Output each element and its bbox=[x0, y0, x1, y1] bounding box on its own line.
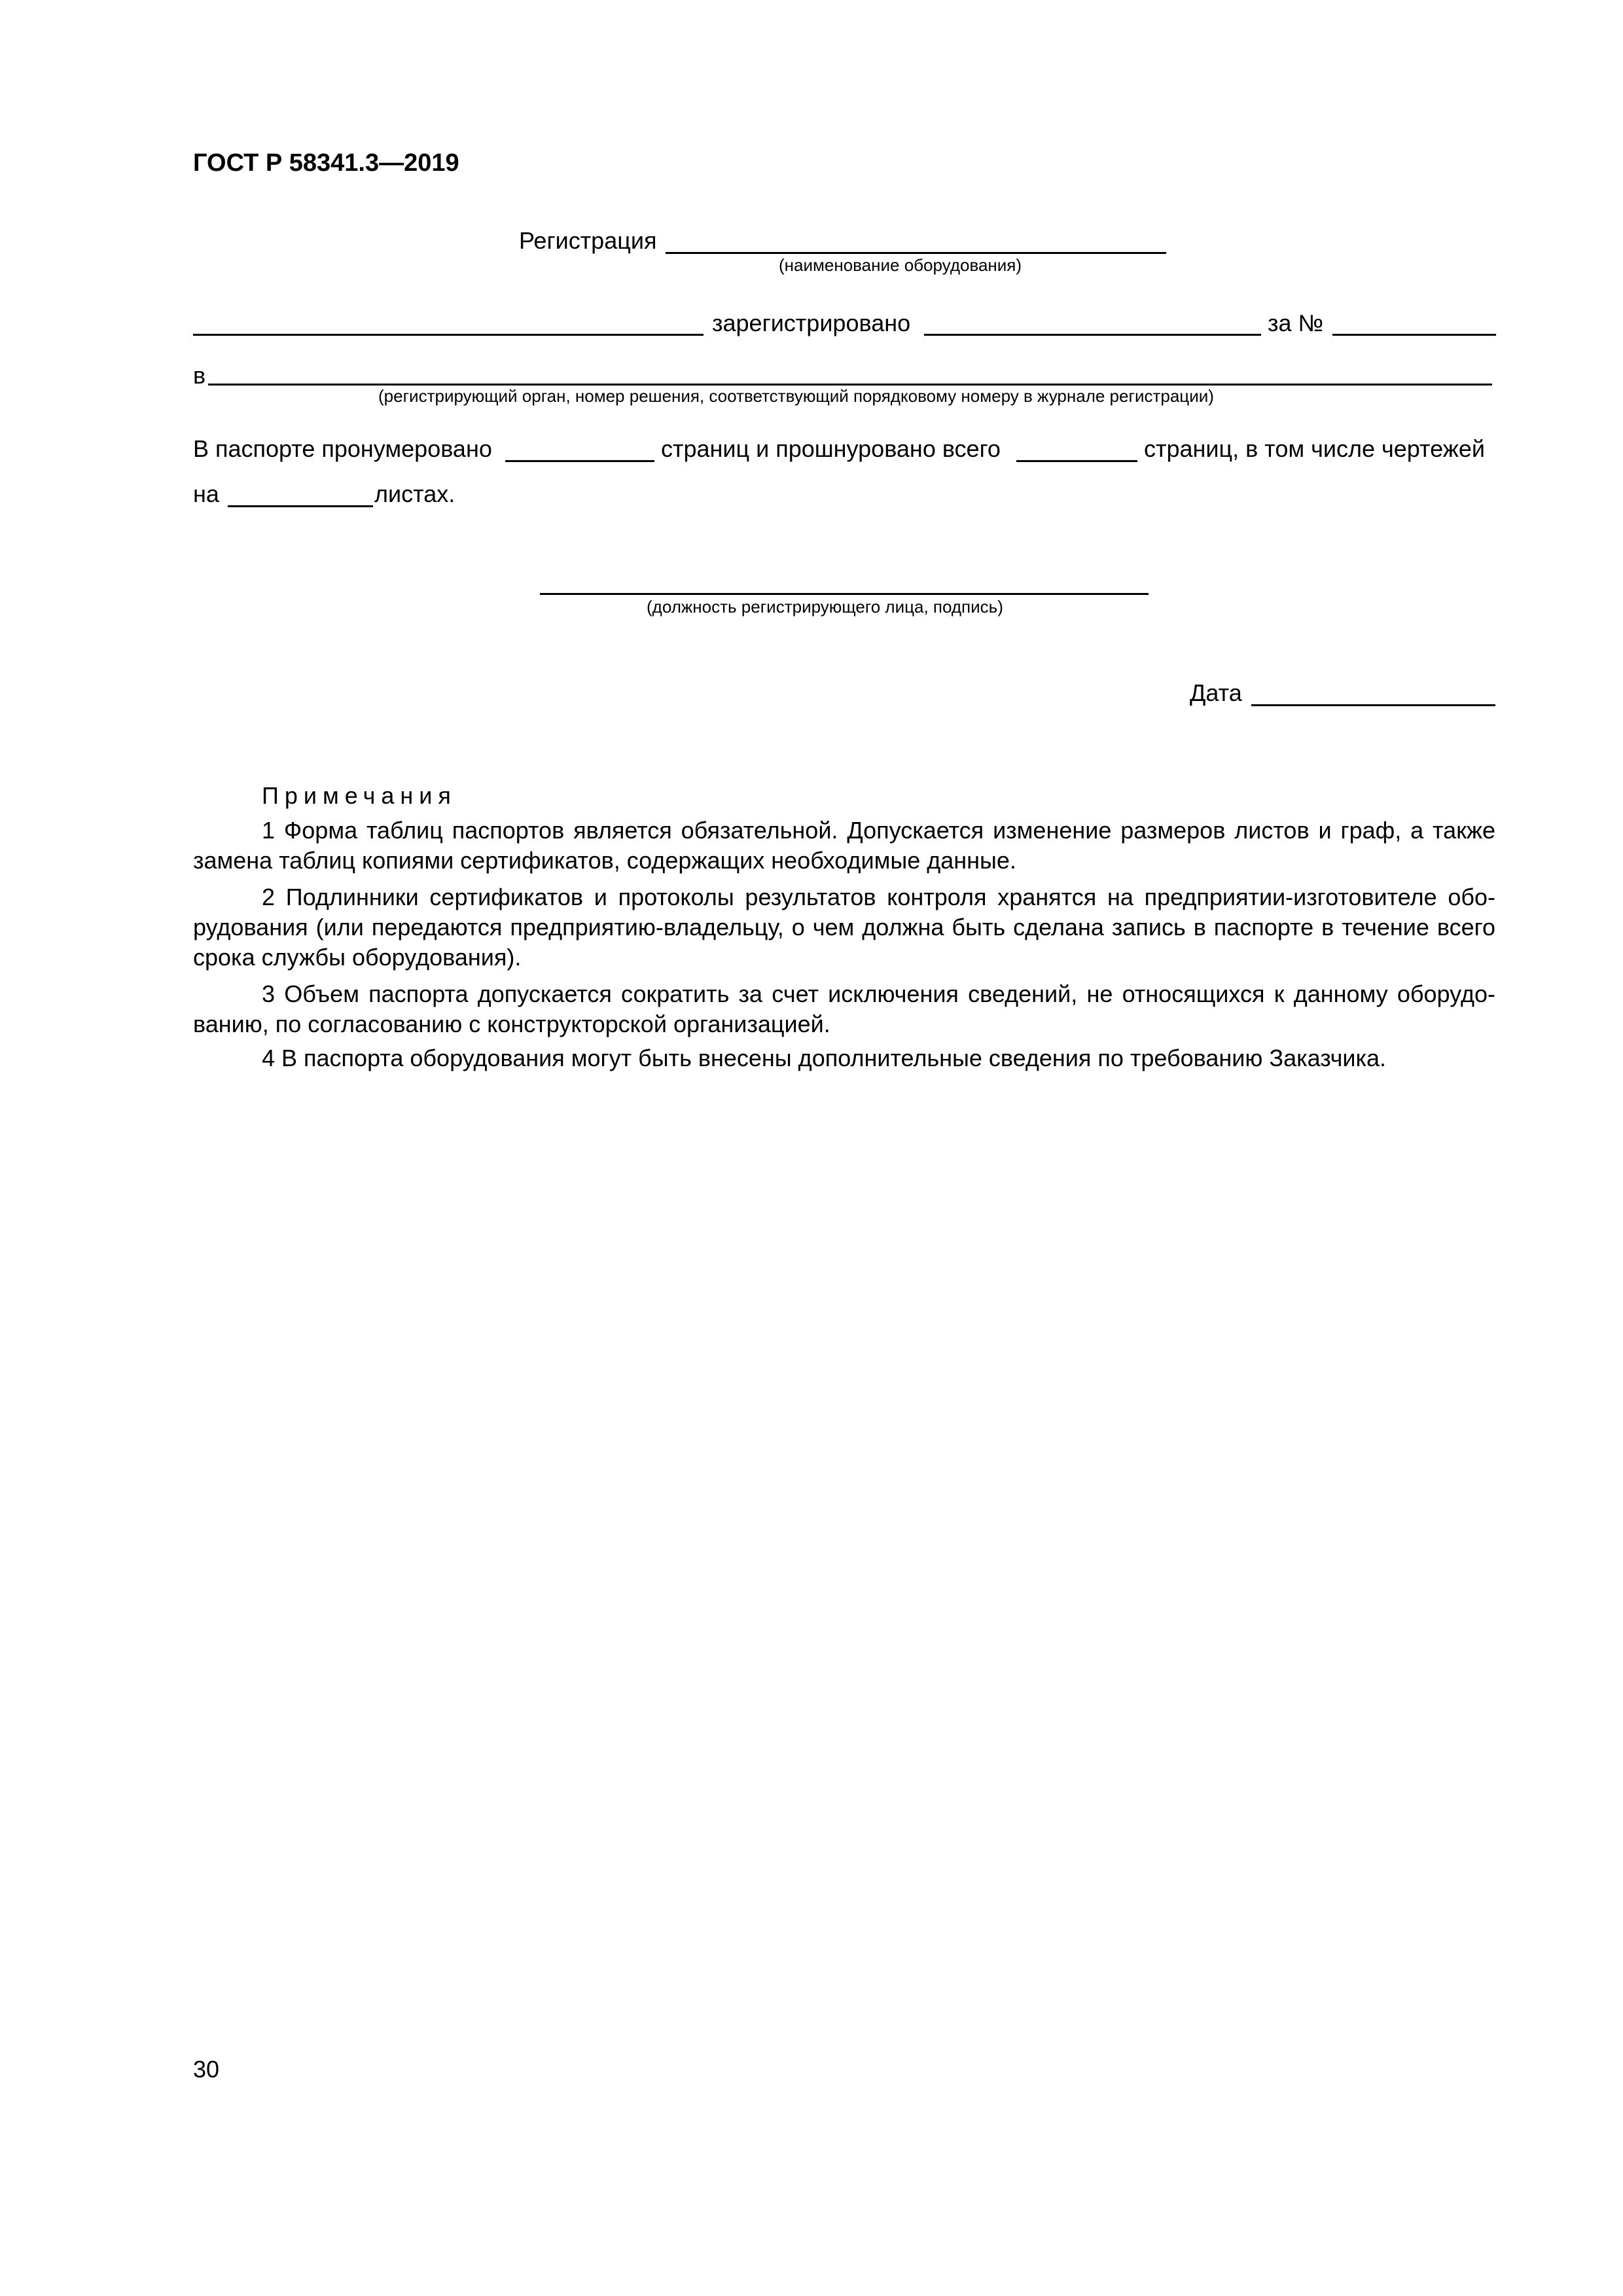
sheets-label: листах. bbox=[374, 480, 455, 507]
page-number: 30 bbox=[193, 2056, 220, 2083]
signature-field[interactable] bbox=[540, 593, 1149, 595]
laced-pages-field[interactable] bbox=[1016, 460, 1137, 462]
pages-including-label: страниц, в том числе чертежей bbox=[1144, 435, 1485, 462]
doc-code: ГОСТ Р 58341.3—2019 bbox=[193, 149, 459, 177]
registrant-field[interactable] bbox=[193, 334, 704, 336]
note-item: 2 Подлинники сертификатов и протоколы результатов контроля хранятся на предприятии-изготовителе обо-рудования (или передаются предприятию-владельцу, о чем должна быть сделана запись в паспорте в течение всего срока службы оборудования). bbox=[193, 884, 1495, 971]
passport-numbered-label: В паспорте пронумеровано bbox=[193, 435, 492, 462]
authority-field[interactable] bbox=[208, 384, 1492, 386]
registration-date-field[interactable] bbox=[924, 334, 1261, 336]
pages-laced-label: страниц и прошнуровано всего bbox=[661, 435, 1001, 462]
number-label: за № bbox=[1268, 310, 1324, 336]
registered-label: зарегистрировано bbox=[712, 310, 911, 336]
drawing-sheets-field[interactable] bbox=[228, 505, 373, 507]
note-item: 4 В паспорта оборудования могут быть внесены дополнительные сведения по требованию Заказчика. bbox=[262, 1045, 1387, 1071]
equipment-name-field[interactable] bbox=[666, 252, 1166, 254]
equipment-caption: (наименование оборудования) bbox=[779, 255, 1022, 275]
notes-title: Примечания bbox=[262, 782, 457, 809]
note-item: 3 Объем паспорта допускается сократить за счет исключения сведений, не относящихся к данному оборудо-ванию, по согласованию с конструкторской организацией. bbox=[193, 980, 1495, 1037]
date-field[interactable] bbox=[1251, 704, 1495, 706]
numbered-pages-field[interactable] bbox=[505, 460, 654, 462]
on-label: на bbox=[193, 480, 219, 507]
authority-caption: (регистрирующий орган, номер решения, соответствующий порядковому номеру в журнале регистрации) bbox=[378, 386, 1214, 406]
date-label: Дата bbox=[1190, 679, 1242, 706]
registration-number-field[interactable] bbox=[1332, 334, 1496, 336]
signature-caption: (должность регистрирующего лица, подпись) bbox=[647, 597, 1003, 617]
note-item: 1 Форма таблиц паспортов является обязательной. Допускается изменение размеров листов и граф, а также замена таблиц копиями сертификатов, содержащих необходимые данные. bbox=[193, 817, 1495, 874]
registration-label: Регистрация bbox=[519, 227, 657, 254]
in-label: в bbox=[193, 362, 206, 389]
